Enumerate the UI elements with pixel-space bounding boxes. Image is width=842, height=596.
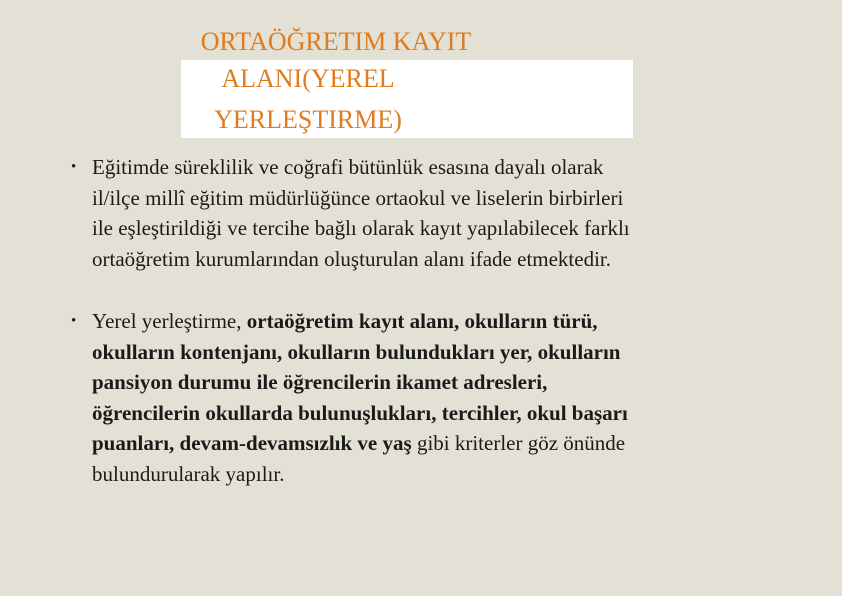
bullet-list [62, 152, 802, 489]
bullet-1-line-2: il/ilçe millî eğitim müdürlüğünce ortaokul ve liselerin birbirleri [92, 185, 624, 210]
bullet-dot-icon: • [71, 313, 77, 329]
bullet-2-line-5-bold: puanları, devam-devamsızlık ve yaş [92, 431, 412, 455]
bullet-2-line-4 [92, 398, 802, 429]
bullet-1-line-3: ile eşleştirildiği ve tercihe bağlı olarak kayıt yapılabilecek farklı [92, 216, 630, 240]
bullet-2-line-5-plain: gibi kriterler göz önünde [411, 431, 626, 455]
slide-title-line3: YERLEŞTIRME) [214, 105, 402, 134]
bullet-2-line-5 [92, 428, 802, 459]
bullet-2-line-6: bulundurularak yapılır. [92, 461, 285, 486]
bullet-1-line-4: ortaöğretim kurumlarından oluşturulan alanı ifade etmektedir. [92, 246, 612, 271]
bullet-item-1 [62, 152, 802, 274]
bullet-1-line-1: Eğitimde süreklilik ve coğrafi bütünlük esasına dayalı olarak [92, 155, 604, 179]
slide-title-line2: ALANI(YEREL [221, 64, 395, 93]
bullet-2-line-1 [92, 306, 802, 337]
slide-title-line1: ORTAÖĞRETIM KAYIT [200, 27, 472, 56]
bullet-2-line-3-bold: pansiyon durumu ile öğrencilerin ikamet adresleri, [92, 370, 548, 394]
bullet-2-line-3 [92, 367, 802, 398]
bullet-2-line-2-bold: okulların kontenjanı, okulların bulundukları yer, okulların [92, 339, 621, 364]
bullet-item-2 [62, 306, 802, 489]
title-box [181, 60, 633, 138]
bullet-2-line-1-bold: ortaöğretim kayıt alanı, okulların türü, [246, 309, 598, 333]
bullet-2-line-4-bold: öğrencilerin okullarda bulunuşlukları, tercihler, okul başarı [92, 400, 628, 425]
bullet-2-line-1-plain: Yerel yerleştirme, [92, 309, 247, 333]
bullet-2-line-2 [92, 337, 802, 368]
bullet-dot-icon: • [71, 159, 77, 175]
